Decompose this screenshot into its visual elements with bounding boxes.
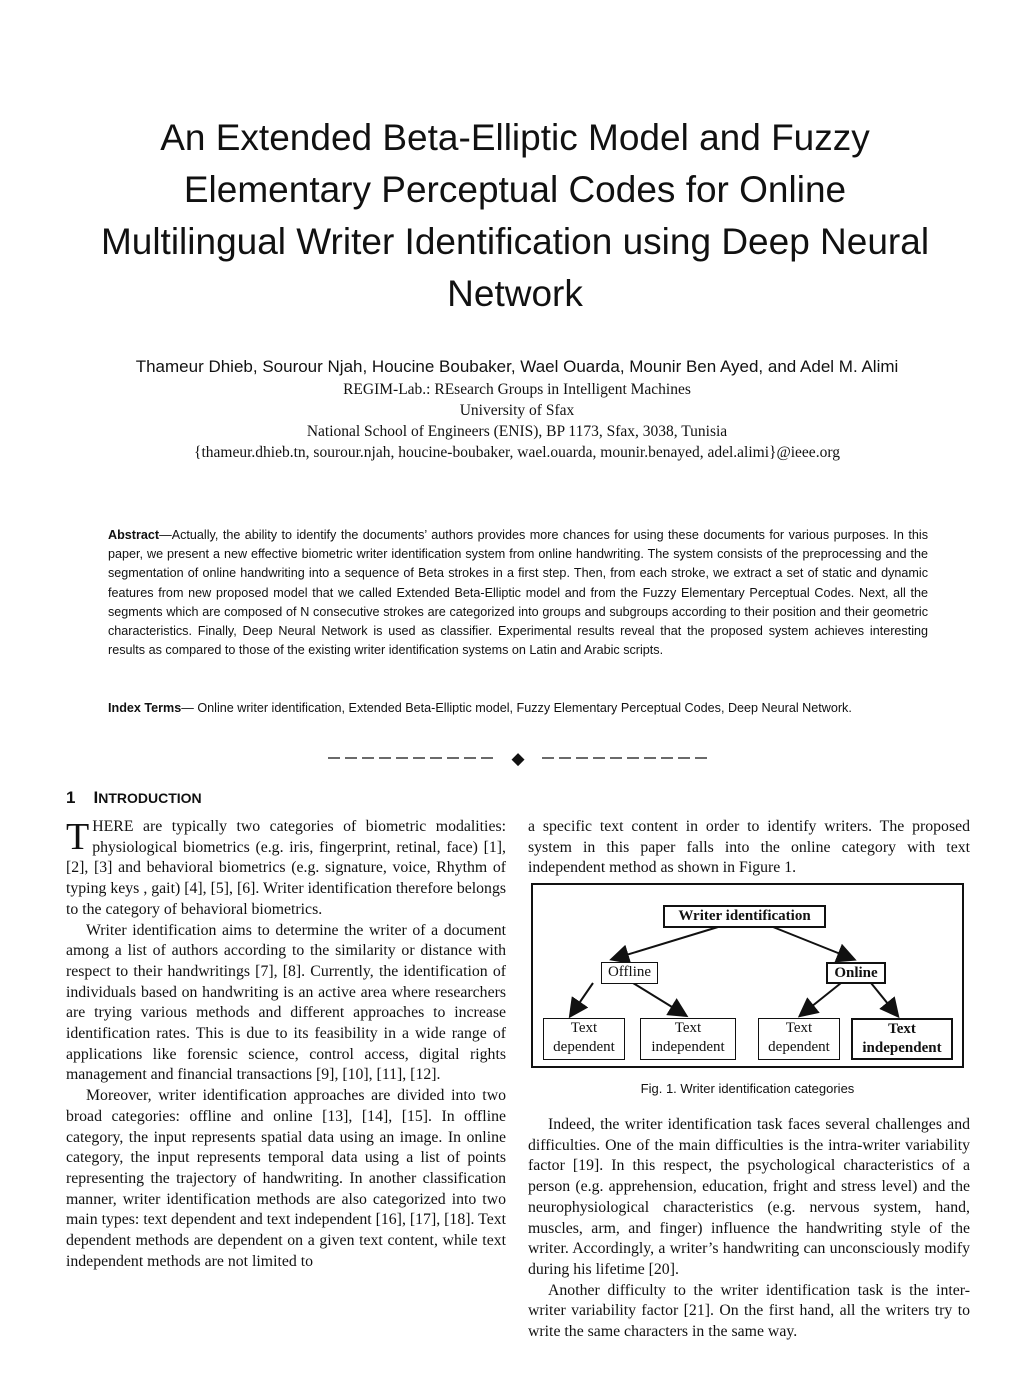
paper-title: An Extended Beta-Elliptic Model and Fuzzy Elementary Perceptual Codes for Online Multilingual Writer Identification using Deep Neural Network bbox=[100, 117, 930, 314]
index-terms-text: — Online writer identification, Extended Beta-Elliptic model, Fuzzy Elementary Perceptual Codes, Deep Neural Network. bbox=[181, 701, 852, 715]
figure-writer-identification-tree bbox=[531, 883, 964, 1068]
section-number: 1 bbox=[66, 788, 76, 807]
divider-diamond-icon: ◆ bbox=[511, 749, 525, 768]
index-terms bbox=[108, 699, 928, 718]
arrow-offline-independent bbox=[633, 983, 685, 1015]
affiliation-lab: REGIM-Lab.: REsearch Groups in Intelligent Machines bbox=[343, 381, 691, 398]
right-column-top bbox=[528, 817, 970, 879]
abstract-label: Abstract bbox=[108, 528, 160, 542]
arrow-root-offline bbox=[613, 927, 718, 959]
paragraph-caps: HERE bbox=[92, 818, 134, 835]
paragraph: Indeed, the writer identification task faces several challenges and difficulties. One of the main difficulties is the intra-writer variability factor [19]. In this respect, the psychological characteristics of a person (e.g. apprehension, education, fright and stress level) and the neurophysiological characteristics (e.g. nervous system, hand, muscles, arm, and finger) influence the handwriting style of the writer. Accordingly, a writer’s handwriting can unconsciously modify during his lifetime [20]. bbox=[528, 1116, 970, 1278]
node-label: Text bbox=[570, 1020, 598, 1036]
node-offline-text-independent bbox=[640, 1018, 736, 1060]
node-label: dependent bbox=[768, 1039, 830, 1055]
node-offline-text-dependent bbox=[543, 1018, 625, 1060]
paragraph bbox=[66, 817, 506, 921]
author-list: Thameur Dhieb, Sourour Njah, Houcine Boubaker, Wael Ouarda, Mounir Ben Ayed, and Adel M. Alimi bbox=[135, 357, 899, 376]
arrow-offline-dependent bbox=[571, 983, 593, 1015]
section-title-rest: NTRODUCTION bbox=[98, 790, 202, 806]
paragraph: Writer identification aims to determine the writer of a document among a list of authors according to the similarity or distance with respect to their handwritings [7], [8]. Currently, the identification of individuals based on handwriting is an active area where researchers are trying various methods and different approaches to increase identification rates. This is due to its feasibility in a wide range of applications like forensic science, control access, digital rights management and financial transactions [9], [10], [11], [12]. bbox=[66, 921, 506, 1084]
paragraph: Moreover, writer identification approaches are divided into two broad categories: offline and online [13], [14], [15]. In offline category, the input represents spatial data using an image. In online category, the input represents temporal data using a list of points representing the trajectory of handwriting. In another classification manner, writer identification methods are also categorized into two main types: text dependent and text independent [16], [17], [18]. Text dependent methods are dependent on a given text content, while text independent methods are not limited to bbox=[66, 1087, 506, 1270]
drop-cap: T bbox=[66, 816, 90, 858]
node-online-text-dependent bbox=[758, 1018, 840, 1060]
section-heading bbox=[66, 788, 202, 808]
paragraph-text: are typically two categories of biometric modalities: physiological biometrics (e.g. iris, fingerprint, retinal, face) [1], [2], [3] and behavioral biometrics (e.g. signature, voice, Rhythm of typing keys , gait) [4], [5], [6]. Writer identification therefore belongs to the category of behavioral biometrics. bbox=[66, 818, 506, 918]
arrow-online-dependent bbox=[801, 983, 841, 1015]
abstract bbox=[108, 526, 928, 660]
paragraph: a specific text content in order to identify writers. The proposed system in this paper falls into the online category with text independent method as shown in Figure 1. bbox=[528, 818, 970, 877]
affiliation-school: National School of Engineers (ENIS), BP 1173, Sfax, 3038, Tunisia bbox=[306, 423, 728, 440]
arrow-root-online bbox=[773, 927, 853, 959]
abstract-text: —Actually, the ability to identify the documents’ authors provides more chances for using these documents for various purposes. In this paper, we present a new effective biometric writer identification system from online handwriting. The system consists of the preprocessing and the segmentation of online handwriting into a sequence of Beta strokes in a first step. Then, from each stroke, we extract a set of static and dynamic features from new proposed model that we called Extended Beta-Elliptic model and from the Fuzzy Elementary Perceptual Codes. Next, all the segments which are composed of N consecutive strokes are categorized into groups and subgroups according to their position and their geometric characteristics. Finally, Deep Neural Network is used as classifier. Experimental results reveal that the proposed system achieves interesting results as compared to those of the existing writer identification systems on Latin and Arabic scripts. bbox=[108, 528, 928, 658]
node-online: Online bbox=[826, 962, 886, 984]
figure-caption: Fig. 1. Writer identification categories bbox=[640, 1081, 855, 1096]
section-title-initial: I bbox=[93, 788, 99, 807]
author-emails: {thameur.dhieb.tn, sourour.njah, houcine-boubaker, wael.ouarda, mounir.benayed, adel.alimi}@ieee.org bbox=[194, 444, 840, 461]
node-online-text-independent bbox=[851, 1018, 953, 1060]
node-label: dependent bbox=[553, 1039, 615, 1055]
arrow-online-independent bbox=[871, 983, 897, 1015]
left-column bbox=[66, 817, 506, 1272]
right-column-bottom bbox=[528, 1115, 970, 1343]
affiliation-university: University of Sfax bbox=[459, 402, 575, 419]
node-label: Text bbox=[888, 1021, 916, 1037]
paragraph: Another difficulty to the writer identification task is the inter-writer variability factor [21]. On the first hand, all the writers try to write the same characters in the same way. bbox=[528, 1281, 970, 1341]
node-label: Text bbox=[785, 1020, 813, 1036]
section-divider bbox=[326, 748, 710, 768]
node-offline: Offline bbox=[601, 962, 658, 984]
node-label: independent bbox=[862, 1040, 942, 1056]
node-writer-identification: Writer identification bbox=[663, 905, 826, 928]
node-label: Text bbox=[674, 1020, 702, 1036]
index-terms-label: Index Terms bbox=[108, 701, 182, 715]
node-label: independent bbox=[651, 1039, 725, 1055]
